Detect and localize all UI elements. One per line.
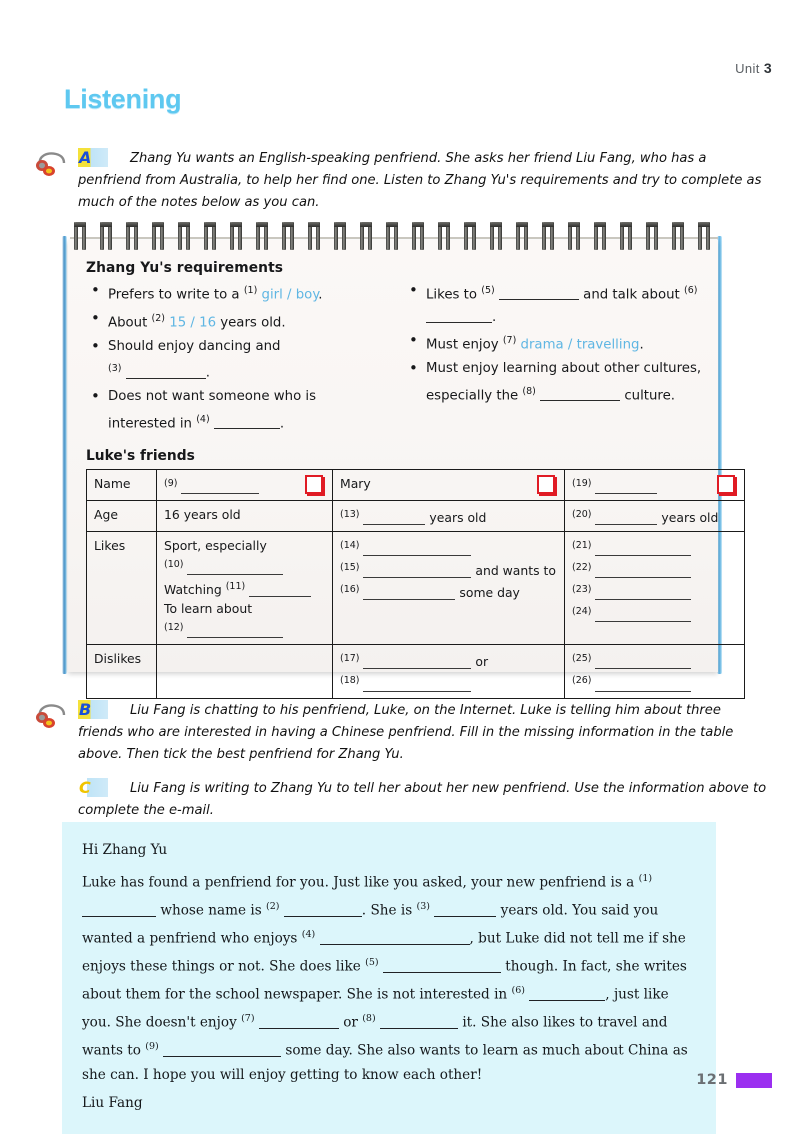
spiral-ring [620, 222, 633, 252]
likes-3-blank3[interactable] [595, 586, 691, 600]
spiral-ring [412, 222, 425, 252]
req3-blank[interactable] [126, 365, 206, 379]
likes-2-num1: (14) [340, 539, 360, 551]
req7-choice[interactable]: drama / travelling [520, 337, 640, 353]
name-cell-1 [157, 469, 333, 500]
req4-blank[interactable] [214, 415, 280, 429]
page-number: 121 [696, 1072, 728, 1088]
table-row-likes [87, 531, 745, 644]
likes-1-blank2[interactable] [249, 583, 311, 597]
likes-1-line2: Watching [164, 582, 222, 598]
task-c [34, 778, 770, 822]
spiral-ring [386, 222, 399, 252]
email-num-7: (7) [241, 1012, 255, 1024]
row-label-name: Name [87, 469, 157, 500]
email-part-8: or [338, 1014, 363, 1031]
notepad-content [86, 260, 719, 699]
req5-mid: and talk about [578, 287, 684, 303]
likes-cell-3 [565, 531, 745, 644]
requirement-item [404, 280, 704, 329]
likes-1-line1: Sport, especially [164, 537, 267, 553]
likes-cell-2 [333, 531, 565, 644]
requirement-item [86, 308, 386, 335]
email-blank-2[interactable] [284, 902, 362, 917]
name-cell-2-value: Mary [340, 475, 371, 491]
dislikes-3-num1: (25) [572, 653, 592, 665]
age-cell-2-num: (13) [340, 508, 360, 520]
spiral-ring [594, 222, 607, 252]
unit-prefix: Unit [735, 61, 760, 76]
likes-2-blank1[interactable] [363, 542, 471, 556]
page-footer [696, 1072, 772, 1088]
age-cell-3 [565, 500, 745, 531]
email-blank-3[interactable] [434, 902, 496, 917]
spiral-ring [516, 222, 529, 252]
email-body [82, 867, 696, 1088]
req2-num: (2) [151, 312, 166, 324]
req5-pre: Likes to [426, 287, 482, 303]
spiral-ring [672, 222, 685, 252]
notepad [62, 222, 734, 687]
email-num-5: (5) [365, 956, 379, 968]
email-num-1: (1) [638, 872, 653, 884]
spiral-ring [646, 222, 659, 252]
likes-3-num1: (21) [572, 539, 592, 551]
req2-pre: About [108, 315, 152, 331]
name-cell-3-num: (19) [572, 477, 592, 489]
table-row-dislikes [87, 645, 745, 698]
friends-table [86, 469, 745, 699]
dislikes-2-blank2[interactable] [363, 678, 471, 692]
requirements-left-column [86, 280, 386, 437]
email-blank-5[interactable] [383, 958, 501, 973]
spiral-ring [568, 222, 581, 252]
email-part-2: whose name is [156, 902, 266, 919]
email-blank-4[interactable] [320, 930, 470, 945]
email-part-10: some day. She also wants to learn as much about China as she can. I hope you will enjoy getting to know each other! [82, 1042, 688, 1083]
headphones-icon [34, 702, 68, 728]
req1-num: (1) [243, 285, 258, 296]
spiral-ring [282, 222, 295, 252]
email-blank-6[interactable] [529, 986, 605, 1001]
req2-post: years old. [216, 315, 286, 331]
req8-blank[interactable] [540, 387, 620, 401]
likes-1-blank1[interactable] [187, 561, 283, 575]
name-cell-1-num: (9) [164, 477, 178, 489]
req3-pre: Should enjoy dancing and [108, 338, 281, 354]
email-signature: Liu Fang [82, 1095, 143, 1112]
task-a-badge: A [78, 148, 108, 167]
dislikes-2-suffix1: or [475, 654, 489, 670]
task-c-text [78, 778, 770, 822]
requirement-item [404, 358, 704, 407]
name-cell-3 [565, 469, 745, 500]
likes-3-blank2[interactable] [595, 564, 691, 578]
likes-3-num4: (24) [572, 606, 592, 618]
spiral-ring [178, 222, 191, 252]
email-part-1: Luke has found a penfriend for you. Just like you asked, your new penfriend is a [82, 874, 635, 891]
req4-num: (4) [196, 413, 210, 425]
row-label-dislikes: Dislikes [87, 645, 157, 698]
spiral-ring [126, 222, 139, 252]
spiral-ring [256, 222, 269, 252]
spiral-ring [464, 222, 477, 252]
req3-num: (3) [108, 363, 122, 375]
task-a-text [78, 148, 770, 214]
likes-3-num3: (23) [572, 584, 592, 596]
age-cell-2-suffix: years old [429, 509, 487, 525]
unit-label [735, 60, 772, 76]
likes-1-line3: To learn about [164, 601, 253, 617]
email-blank-1[interactable] [82, 902, 156, 917]
req7-post: . [639, 337, 644, 353]
requirements-title: Zhang Yu's requirements [86, 260, 284, 276]
likes-2-num2: (15) [340, 562, 360, 574]
spiral-binding [70, 222, 718, 256]
email-num-4: (4) [301, 928, 316, 940]
likes-2-suffix3: some day [459, 585, 520, 601]
name-cell-2 [333, 469, 565, 500]
likes-1-num3: (12) [164, 622, 184, 634]
req5-blank[interactable] [499, 286, 579, 300]
spiral-ring [698, 222, 711, 252]
likes-2-suffix2: and wants to [475, 563, 556, 579]
unit-number: 3 [763, 60, 772, 76]
likes-2-num3: (16) [340, 584, 360, 596]
likes-3-num2: (22) [572, 562, 592, 574]
task-c-instruction: Liu Fang is writing to Zhang Yu to tell her about her new penfriend. Use the information above to complete the e-mail. [78, 781, 767, 818]
table-row-name [87, 469, 745, 500]
task-b-badge: B [78, 700, 108, 719]
dislikes-cell-1 [157, 645, 333, 698]
req6-blank[interactable] [426, 309, 492, 323]
requirement-item [86, 386, 386, 435]
task-c-badge: C [78, 778, 108, 797]
email-num-3: (3) [416, 900, 430, 912]
email-part-4: years old. You said you wanted a penfriend who enjoys [82, 902, 659, 947]
likes-1-num2: (11) [225, 581, 246, 593]
table-row-age [87, 500, 745, 531]
name-cell-1-blank[interactable] [181, 480, 259, 494]
req5-num: (5) [481, 285, 495, 296]
dislikes-cell-3 [565, 645, 745, 698]
requirement-item [404, 330, 704, 357]
task-b [34, 700, 770, 766]
req1-pre: Prefers to write to a [108, 287, 244, 303]
spiral-ring [490, 222, 503, 252]
row-label-age: Age [87, 500, 157, 531]
req1-post: . [318, 287, 323, 303]
req6-post: . [492, 309, 497, 325]
task-b-text [78, 700, 770, 766]
spiral-ring [100, 222, 113, 252]
row-label-likes: Likes [87, 531, 157, 644]
req7-num: (7) [502, 335, 517, 347]
spiral-ring [308, 222, 321, 252]
likes-3-blank4[interactable] [595, 608, 691, 622]
age-cell-3-blank[interactable] [595, 511, 657, 525]
req7-pre: Must enjoy [426, 337, 503, 353]
task-a [34, 148, 770, 214]
email-part-3: . She is [361, 902, 417, 919]
spiral-ring [360, 222, 373, 252]
name-cell-3-blank[interactable] [595, 480, 657, 494]
req8-pre: Must enjoy learning about other cultures, especially the [426, 361, 702, 404]
dislikes-2-num1: (17) [340, 653, 360, 665]
spiral-ring [334, 222, 347, 252]
spiral-ring [230, 222, 243, 252]
tick-checkbox[interactable] [717, 475, 735, 494]
tick-checkbox[interactable] [537, 475, 555, 494]
likes-1-num1: (10) [164, 558, 184, 570]
req3-post: . [205, 365, 210, 381]
email-num-8: (8) [362, 1012, 376, 1024]
age-cell-1: 16 years old [157, 500, 333, 531]
age-cell-2 [333, 500, 565, 531]
email-blank-9[interactable] [163, 1042, 281, 1057]
likes-1-blank3[interactable] [187, 624, 283, 638]
notepad-left-edge [62, 236, 67, 674]
email-greeting: Hi Zhang Yu [82, 842, 168, 858]
task-b-instruction: Liu Fang is chatting to his penfriend, Luke, on the Internet. Luke is telling him about three friends who are interested in having a Chinese penfriend. Fill in the missing information in the table above. Then tick the best penfriend for Zhang Yu. [78, 703, 734, 762]
dislikes-3-blank1[interactable] [595, 655, 691, 669]
likes-3-blank1[interactable] [595, 542, 691, 556]
req6-num: (6) [684, 285, 698, 296]
email-part-9: it. She also likes to travel and wants to [82, 1014, 668, 1059]
req1-choice[interactable]: girl / boy [261, 287, 319, 303]
req4-post: . [279, 416, 285, 432]
spiral-ring [152, 222, 165, 252]
friends-table-title: Luke's friends [86, 447, 195, 464]
dislikes-2-num2: (18) [340, 675, 360, 687]
req8-post: culture. [620, 388, 676, 404]
dislikes-3-blank2[interactable] [595, 678, 691, 692]
tick-checkbox[interactable] [305, 475, 323, 494]
email-part-5: , but Luke did not tell me if she enjoys these things or not. She does like [82, 930, 686, 975]
spiral-ring [438, 222, 451, 252]
spiral-ring [204, 222, 217, 252]
email-num-2: (2) [266, 900, 280, 912]
age-cell-3-suffix: years old [661, 509, 719, 525]
email-panel [62, 822, 716, 1134]
requirements-right-column [404, 280, 704, 437]
spiral-ring [74, 222, 87, 252]
likes-cell-1 [157, 531, 333, 644]
spiral-ring [542, 222, 555, 252]
age-cell-3-num: (20) [572, 508, 592, 520]
requirement-item [86, 280, 386, 307]
req8-num: (8) [522, 385, 536, 397]
dislikes-2-blank1[interactable] [363, 655, 471, 669]
requirement-item [86, 336, 386, 385]
page-title: Listening [64, 84, 182, 114]
likes-2-blank2[interactable] [363, 564, 471, 578]
task-a-instruction: Zhang Yu wants an English-speaking penfriend. She asks her friend Liu Fang, who has a penfriend from Australia, to help her find one. Listen to Zhang Yu's requirements and try to complete as much of the notes below as you can. [78, 151, 762, 210]
dislikes-cell-2 [333, 645, 565, 698]
likes-2-blank3[interactable] [363, 586, 455, 600]
req2-choice[interactable]: 15 / 16 [169, 315, 217, 331]
email-part-6: though. In fact, she writes about them for the school newspaper. She is not interested in [82, 958, 687, 1003]
email-blank-7[interactable] [259, 1014, 339, 1029]
email-num-9: (9) [145, 1040, 159, 1052]
folio-accent-bar [736, 1073, 772, 1088]
req4-pre: Does not want someone who is interested in [108, 389, 317, 432]
dislikes-3-num2: (26) [572, 675, 592, 687]
age-cell-2-blank[interactable] [363, 511, 425, 525]
headphones-icon [34, 150, 68, 176]
email-num-6: (6) [511, 984, 525, 996]
email-blank-8[interactable] [380, 1014, 458, 1029]
email-part-7: , just like you. She doesn't enjoy [82, 986, 669, 1031]
